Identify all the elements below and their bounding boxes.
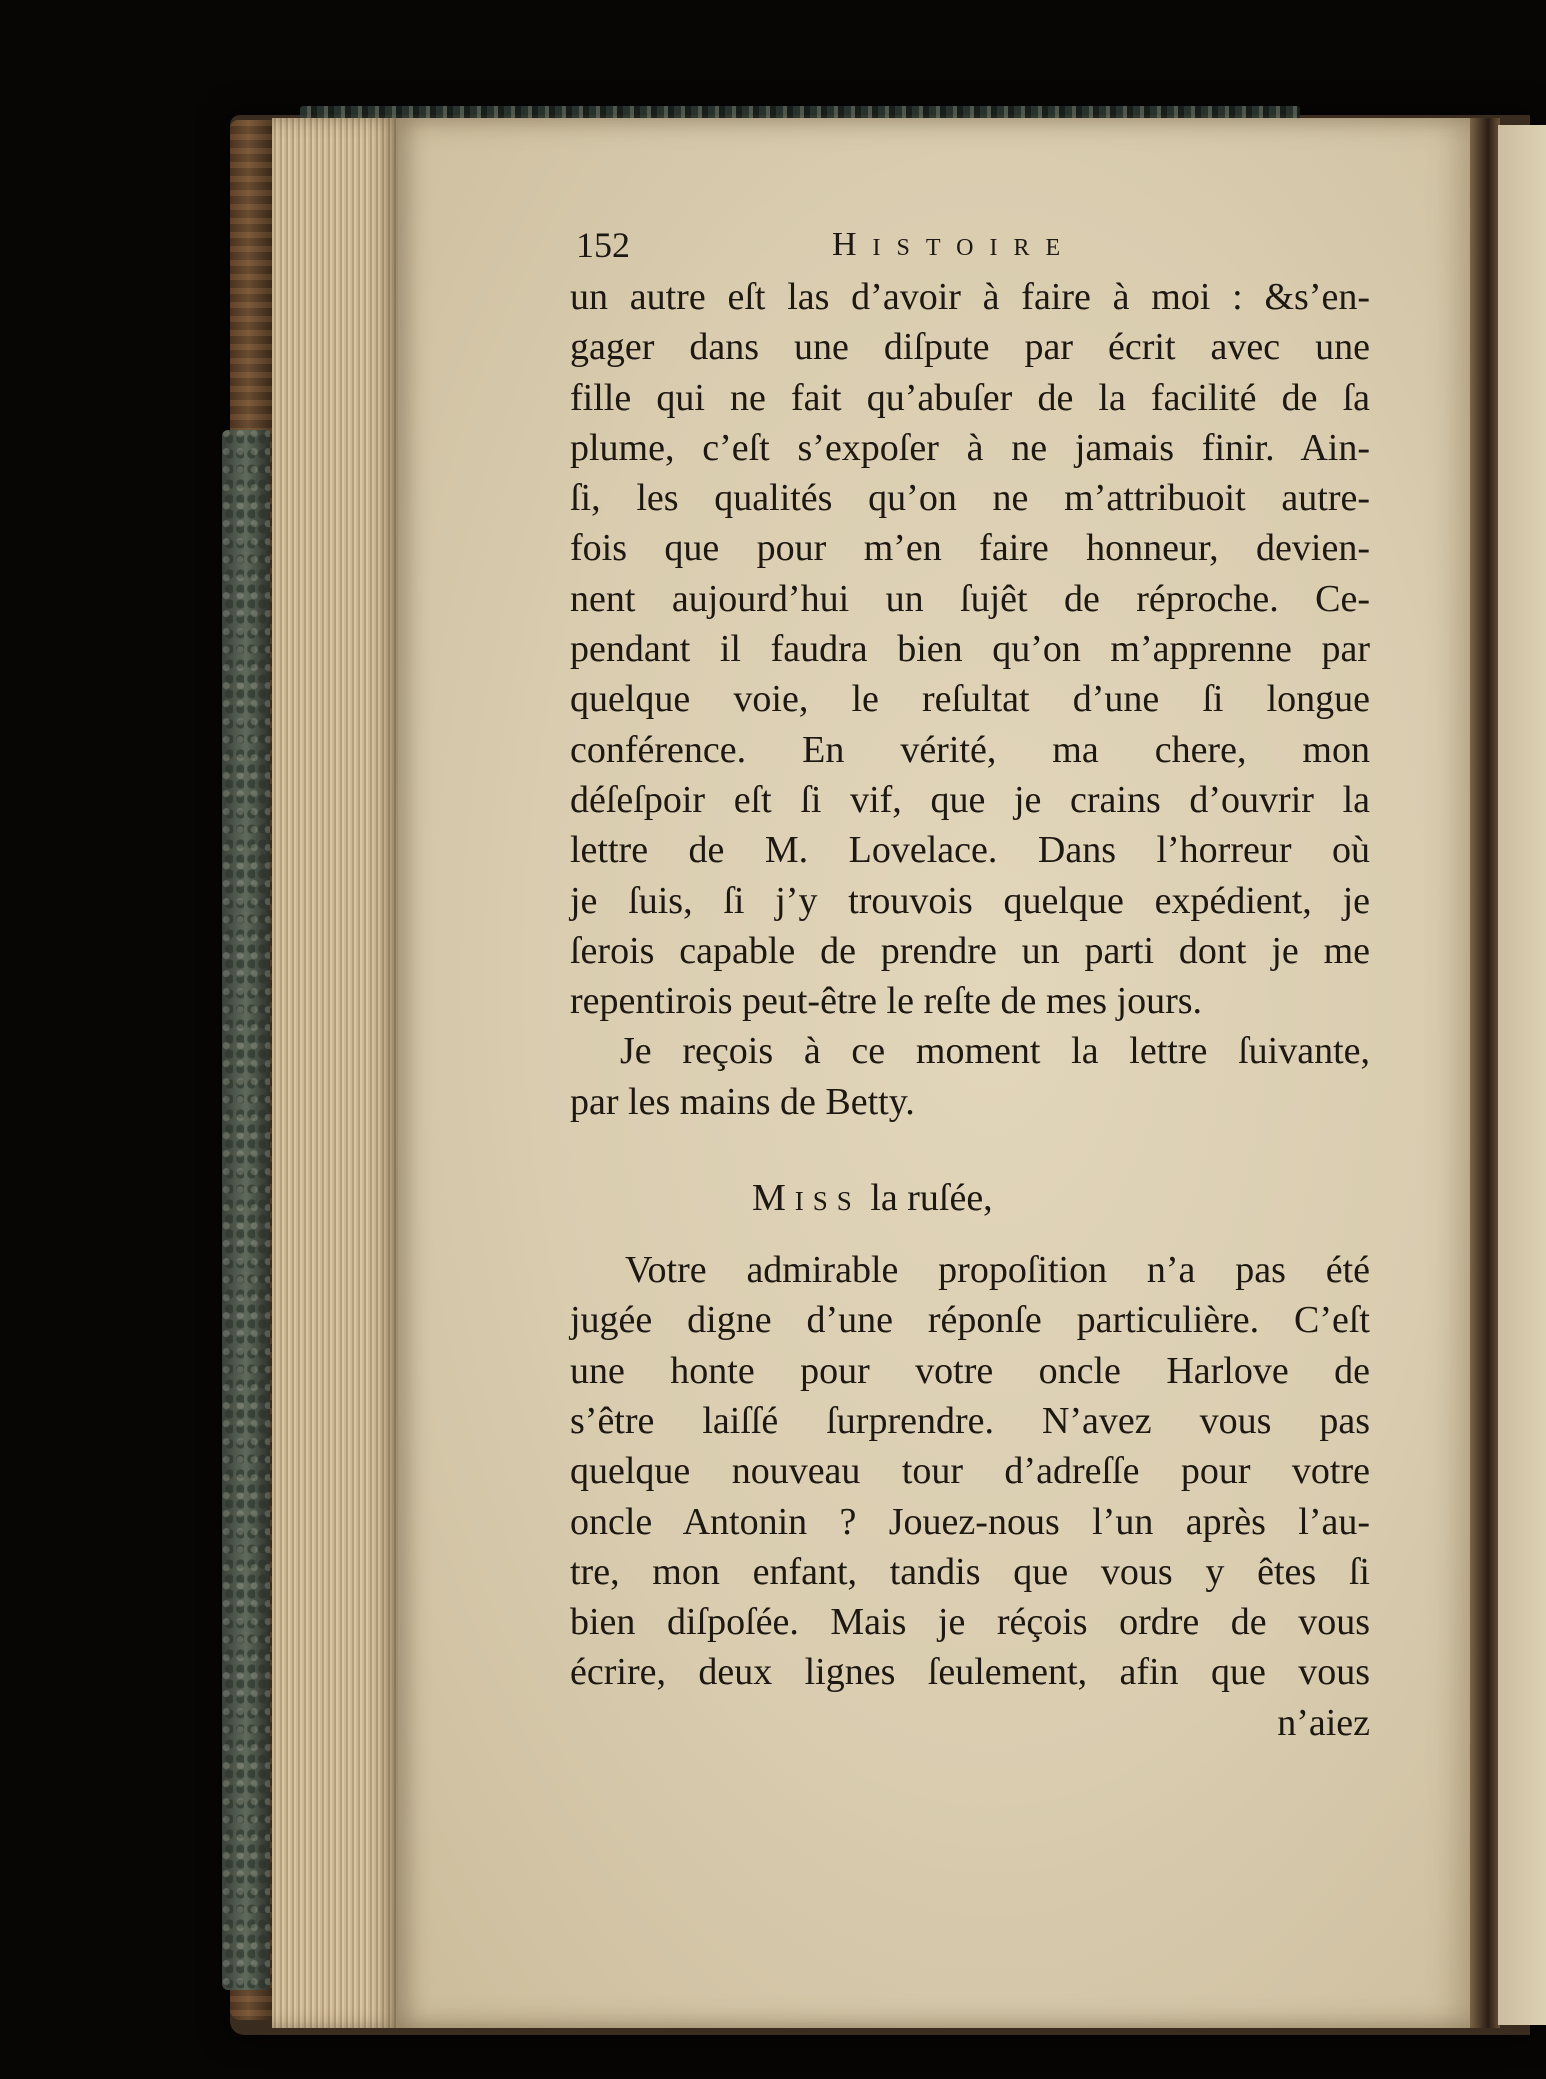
text-line: Je reçois à ce moment la lettre ſuivante, (620, 1030, 1370, 1073)
text-line: plume, c’eſt s’expoſer à ne jamais finir. Ain- (570, 426, 1370, 469)
salutation-rest: la ruſée, (870, 1177, 993, 1220)
text-line: fille qui ne fait qu’abuſer de la facilité de ſa (570, 376, 1370, 419)
text-line: je ſuis, ſi j’y trouvois quelque expédient, je (570, 879, 1370, 922)
text-line: déſeſpoir eſt ſi vif, que je crains d’ouvrir la (570, 778, 1370, 821)
text-line: jugée digne d’une réponſe particulière. C’eſt (570, 1299, 1370, 1342)
text-line: nent aujourd’hui un ſujêt de réproche. Ce- (570, 577, 1370, 620)
catchword: n’aiez (1277, 1701, 1370, 1744)
text-line: fois que pour m’en faire honneur, devien- (570, 527, 1370, 570)
text-line: lettre de M. Lovelace. Dans l’horreur où (570, 829, 1370, 872)
page-edges (272, 118, 400, 2028)
text-line: quelque nouveau tour d’adreſſe pour votre (570, 1450, 1370, 1493)
page-text (570, 212, 1370, 1748)
text-line: ſerois capable de prendre un parti dont je me (570, 929, 1370, 972)
letter-body (570, 1245, 1370, 1698)
text-line: écrire, deux lignes ſeulement, afin que vous (570, 1651, 1370, 1694)
facing-page-edge (1498, 125, 1546, 2025)
marbled-endpaper (222, 430, 270, 1990)
text-line: un autre eſt las d’avoir à faire à moi : &s’en- (570, 276, 1370, 318)
text-line: quelque voie, le reſultat d’une ſi longue (570, 678, 1370, 721)
book-gutter (1470, 118, 1500, 2028)
text-line: repentirois peut-être le reſte de mes jours. (570, 980, 1203, 1023)
text-line: Votre admirable propoſition n’a pas été (625, 1249, 1370, 1292)
text-line: pendant il faudra bien qu’on m’apprenne par (570, 628, 1370, 671)
text-line: gager dans une diſpute par écrit avec une (570, 326, 1370, 369)
running-title: Histoire (832, 226, 1077, 263)
page-number: 152 (576, 225, 630, 265)
letter-salutation (570, 1173, 1370, 1223)
text-line: oncle Antonin ? Jouez-nous l’un après l’au- (570, 1500, 1370, 1543)
text-line: ſi, les qualités qu’on ne m’attribuoit autre- (570, 477, 1370, 520)
running-head (570, 212, 1370, 272)
text-line: conférence. En vérité, ma chere, mon (570, 728, 1370, 771)
text-line: bien diſpoſée. Mais je réçois ordre de vous (570, 1601, 1370, 1644)
text-line: s’être laiſſé ſurprendre. N’avez vous pas (570, 1399, 1370, 1442)
text-line: une honte pour votre oncle Harlove de (570, 1349, 1370, 1392)
text-line: tre, mon enfant, tandis que vous y êtes ſi (570, 1550, 1370, 1593)
text-line: par les mains de Betty. (570, 1080, 915, 1123)
paragraph-1 (570, 272, 1370, 1026)
salutation-miss: Miss (752, 1177, 861, 1220)
paragraph-2 (570, 1026, 1370, 1127)
